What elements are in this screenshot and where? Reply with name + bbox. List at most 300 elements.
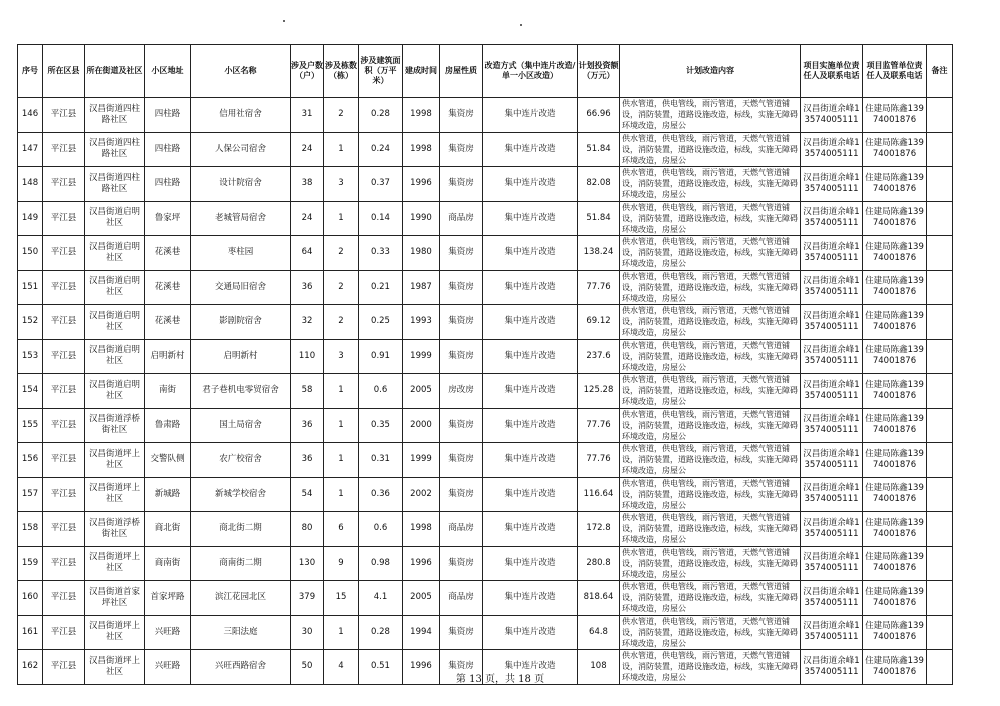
cell-plan: 供水管道，供电管线，雨污管道，天燃气管道铺设，消防装置，道路设施改造，标线，实施无障碍环境改造，房屋公 <box>620 650 801 685</box>
cell-nature: 集资房 <box>440 236 483 271</box>
cell-remark <box>927 270 953 305</box>
cell-area: 0.36 <box>359 477 403 512</box>
cell-plan: 供水管道，供电管线，雨污管道，天燃气管道铺设，消防装置，道路设施改造，标线，实施无障碍环境改造，房屋公 <box>620 546 801 581</box>
cell-nature: 房改房 <box>440 374 483 409</box>
cell-community: 汉昌街道坪上社区 <box>85 477 145 512</box>
cell-implementer: 汉昌街道余峰13574005111 <box>801 374 863 409</box>
cell-address: 交警队侧 <box>145 443 191 478</box>
cell-area: 0.28 <box>359 98 403 133</box>
header-method: 改造方式（集中连片改造/单一小区改造） <box>483 45 578 98</box>
header-year: 建成时间 <box>403 45 440 98</box>
cell-method: 集中连片改造 <box>483 615 578 650</box>
cell-plan: 供水管道，供电管线，雨污管道，天燃气管道铺设，消防装置，道路设施改造，标线，实施无障碍环境改造，房屋公 <box>620 512 801 547</box>
cell-buildings: 1 <box>324 443 359 478</box>
table-row <box>18 236 953 271</box>
cell-buildings: 2 <box>324 305 359 340</box>
cell-community: 汉昌街道启明社区 <box>85 374 145 409</box>
cell-implementer: 汉昌街道余峰13574005111 <box>801 546 863 581</box>
header-buildings: 涉及栋数（栋） <box>324 45 359 98</box>
cell-area: 0.14 <box>359 201 403 236</box>
cell-year: 1996 <box>403 167 440 202</box>
cell-buildings: 6 <box>324 512 359 547</box>
cell-no: 157 <box>18 477 43 512</box>
cell-address: 花溪巷 <box>145 236 191 271</box>
cell-name: 商南街二期 <box>191 546 291 581</box>
page-footer: 第 13 页，共 18 页 <box>455 674 545 685</box>
cell-area: 0.98 <box>359 546 403 581</box>
cell-name: 启明新村 <box>191 339 291 374</box>
cell-remark <box>927 339 953 374</box>
cell-implementer: 汉昌街道余峰13574005111 <box>801 201 863 236</box>
cell-buildings: 3 <box>324 339 359 374</box>
cell-community: 汉昌街道坪上社区 <box>85 546 145 581</box>
cell-community: 汉昌街道首家坪社区 <box>85 581 145 616</box>
cell-buildings: 2 <box>324 270 359 305</box>
cell-implementer: 汉昌街道余峰13574005111 <box>801 132 863 167</box>
cell-investment: 125.28 <box>578 374 620 409</box>
cell-method: 集中连片改造 <box>483 270 578 305</box>
cell-name: 国土局宿舍 <box>191 408 291 443</box>
cell-community: 汉昌街道四柱路社区 <box>85 98 145 133</box>
cell-investment: 237.6 <box>578 339 620 374</box>
cell-county: 平江县 <box>43 201 85 236</box>
cell-investment: 116.64 <box>578 477 620 512</box>
cell-name: 老城管局宿舍 <box>191 201 291 236</box>
cell-supervisor: 住建局陈鑫13974001876 <box>863 581 927 616</box>
cell-year: 1996 <box>403 546 440 581</box>
renovation-plan-table <box>17 44 953 685</box>
cell-plan: 供水管道，供电管线，雨污管道，天燃气管道铺设，消防装置，道路设施改造，标线，实施无障碍环境改造，房屋公 <box>620 270 801 305</box>
cell-supervisor: 住建局陈鑫13974001876 <box>863 270 927 305</box>
cell-name: 三阳法庭 <box>191 615 291 650</box>
table-row <box>18 477 953 512</box>
cell-supervisor: 住建局陈鑫13974001876 <box>863 615 927 650</box>
cell-area: 0.33 <box>359 236 403 271</box>
cell-community: 汉昌街道四柱路社区 <box>85 132 145 167</box>
cell-address: 四柱路 <box>145 167 191 202</box>
table-row <box>18 98 953 133</box>
cell-area: 0.25 <box>359 305 403 340</box>
cell-method: 集中连片改造 <box>483 132 578 167</box>
cell-households: 58 <box>291 374 324 409</box>
cell-year: 2002 <box>403 477 440 512</box>
cell-area: 0.21 <box>359 270 403 305</box>
cell-name: 信用社宿舍 <box>191 98 291 133</box>
cell-no: 159 <box>18 546 43 581</box>
cell-nature: 集资房 <box>440 167 483 202</box>
header-households: 涉及户数（户） <box>291 45 324 98</box>
cell-name: 影剧院宿舍 <box>191 305 291 340</box>
cell-implementer: 汉昌街道余峰13574005111 <box>801 581 863 616</box>
cell-remark <box>927 132 953 167</box>
cell-investment: 77.76 <box>578 443 620 478</box>
cell-remark <box>927 374 953 409</box>
cell-supervisor: 住建局陈鑫13974001876 <box>863 132 927 167</box>
cell-nature: 商品房 <box>440 512 483 547</box>
table-row <box>18 132 953 167</box>
cell-implementer: 汉昌街道余峰13574005111 <box>801 477 863 512</box>
header-remark: 备注 <box>927 45 953 98</box>
cell-investment: 51.84 <box>578 132 620 167</box>
cell-year: 1996 <box>403 650 440 685</box>
cell-community: 汉昌街道启明社区 <box>85 270 145 305</box>
cell-county: 平江县 <box>43 236 85 271</box>
table-row <box>18 167 953 202</box>
cell-plan: 供水管道，供电管线，雨污管道，天燃气管道铺设，消防装置，道路设施改造，标线，实施无障碍环境改造，房屋公 <box>620 132 801 167</box>
cell-area: 0.6 <box>359 374 403 409</box>
cell-method: 集中连片改造 <box>483 477 578 512</box>
cell-year: 2000 <box>403 408 440 443</box>
cell-area: 0.6 <box>359 512 403 547</box>
table-row <box>18 512 953 547</box>
cell-plan: 供水管道，供电管线，雨污管道，天燃气管道铺设，消防装置，道路设施改造，标线，实施无障碍环境改造，房屋公 <box>620 201 801 236</box>
cell-name: 枣柱园 <box>191 236 291 271</box>
table-row <box>18 581 953 616</box>
cell-county: 平江县 <box>43 615 85 650</box>
cell-remark <box>927 615 953 650</box>
cell-households: 24 <box>291 132 324 167</box>
cell-households: 24 <box>291 201 324 236</box>
cell-year: 1993 <box>403 305 440 340</box>
table-row <box>18 615 953 650</box>
cell-area: 0.35 <box>359 408 403 443</box>
cell-no: 156 <box>18 443 43 478</box>
header-address: 小区地址 <box>145 45 191 98</box>
cell-nature: 集资房 <box>440 339 483 374</box>
cell-supervisor: 住建局陈鑫13974001876 <box>863 546 927 581</box>
cell-no: 151 <box>18 270 43 305</box>
cell-area: 0.37 <box>359 167 403 202</box>
cell-supervisor: 住建局陈鑫13974001876 <box>863 167 927 202</box>
cell-name: 人保公司宿舍 <box>191 132 291 167</box>
cell-investment: 51.84 <box>578 201 620 236</box>
cell-no: 146 <box>18 98 43 133</box>
cell-method: 集中连片改造 <box>483 546 578 581</box>
cell-name: 农广校宿舍 <box>191 443 291 478</box>
cell-area: 4.1 <box>359 581 403 616</box>
cell-community: 汉昌街道启明社区 <box>85 305 145 340</box>
header-area: 涉及建筑面积（万平米） <box>359 45 403 98</box>
cell-supervisor: 住建局陈鑫13974001876 <box>863 339 927 374</box>
cell-investment: 69.12 <box>578 305 620 340</box>
cell-address: 兴旺路 <box>145 650 191 685</box>
header-community: 所在街道及社区 <box>85 45 145 98</box>
cell-investment: 138.24 <box>578 236 620 271</box>
cell-nature: 集资房 <box>440 132 483 167</box>
cell-supervisor: 住建局陈鑫13974001876 <box>863 98 927 133</box>
cell-plan: 供水管道，供电管线，雨污管道，天燃气管道铺设，消防装置，道路设施改造，标线，实施无障碍环境改造，房屋公 <box>620 581 801 616</box>
cell-address: 四柱路 <box>145 98 191 133</box>
cell-buildings: 2 <box>324 98 359 133</box>
table-row <box>18 201 953 236</box>
cell-supervisor: 住建局陈鑫13974001876 <box>863 374 927 409</box>
cell-plan: 供水管道，供电管线，雨污管道，天燃气管道铺设，消防装置，道路设施改造，标线，实施无障碍环境改造，房屋公 <box>620 339 801 374</box>
cell-address: 新城路 <box>145 477 191 512</box>
cell-implementer: 汉昌街道余峰13574005111 <box>801 98 863 133</box>
cell-households: 31 <box>291 98 324 133</box>
cell-households: 30 <box>291 615 324 650</box>
cell-method: 集中连片改造 <box>483 98 578 133</box>
cell-remark <box>927 512 953 547</box>
cell-address: 四柱路 <box>145 132 191 167</box>
cell-households: 50 <box>291 650 324 685</box>
cell-remark <box>927 408 953 443</box>
cell-buildings: 1 <box>324 132 359 167</box>
cell-investment: 77.76 <box>578 270 620 305</box>
cell-year: 1980 <box>403 236 440 271</box>
cell-area: 0.28 <box>359 615 403 650</box>
cell-investment: 82.08 <box>578 167 620 202</box>
cell-address: 南街 <box>145 374 191 409</box>
cell-no: 154 <box>18 374 43 409</box>
cell-name: 兴旺西路宿舍 <box>191 650 291 685</box>
cell-households: 54 <box>291 477 324 512</box>
cell-name: 新城学校宿舍 <box>191 477 291 512</box>
cell-community: 汉昌街道启明社区 <box>85 236 145 271</box>
cell-implementer: 汉昌街道余峰13574005111 <box>801 408 863 443</box>
header-no: 序号 <box>18 45 43 98</box>
cell-year: 1987 <box>403 270 440 305</box>
cell-supervisor: 住建局陈鑫13974001876 <box>863 443 927 478</box>
cell-remark <box>927 236 953 271</box>
cell-name: 交通局旧宿舍 <box>191 270 291 305</box>
cell-remark <box>927 305 953 340</box>
cell-investment: 64.8 <box>578 615 620 650</box>
cell-year: 2005 <box>403 374 440 409</box>
cell-supervisor: 住建局陈鑫13974001876 <box>863 477 927 512</box>
cell-remark <box>927 581 953 616</box>
cell-nature: 集资房 <box>440 650 483 685</box>
cell-buildings: 9 <box>324 546 359 581</box>
cell-county: 平江县 <box>43 270 85 305</box>
cell-implementer: 汉昌街道余峰13574005111 <box>801 443 863 478</box>
cell-county: 平江县 <box>43 581 85 616</box>
cell-buildings: 2 <box>324 236 359 271</box>
cell-year: 1998 <box>403 98 440 133</box>
cell-method: 集中连片改造 <box>483 167 578 202</box>
table-row <box>18 270 953 305</box>
cell-remark <box>927 443 953 478</box>
cell-implementer: 汉昌街道余峰13574005111 <box>801 339 863 374</box>
cell-year: 1998 <box>403 132 440 167</box>
table-row <box>18 305 953 340</box>
cell-community: 汉昌街道启明社区 <box>85 339 145 374</box>
cell-community: 汉昌街道坪上社区 <box>85 443 145 478</box>
cell-plan: 供水管道，供电管线，雨污管道，天燃气管道铺设，消防装置，道路设施改造，标线，实施无障碍环境改造，房屋公 <box>620 443 801 478</box>
cell-no: 160 <box>18 581 43 616</box>
cell-no: 149 <box>18 201 43 236</box>
cell-county: 平江县 <box>43 650 85 685</box>
cell-remark <box>927 477 953 512</box>
cell-area: 0.91 <box>359 339 403 374</box>
cell-supervisor: 住建局陈鑫13974001876 <box>863 201 927 236</box>
table-row <box>18 408 953 443</box>
table-page <box>17 44 953 685</box>
cell-address: 启明新村 <box>145 339 191 374</box>
cell-households: 110 <box>291 339 324 374</box>
cell-plan: 供水管道，供电管线，雨污管道，天燃气管道铺设，消防装置，道路设施改造，标线，实施无障碍环境改造，房屋公 <box>620 374 801 409</box>
cell-remark <box>927 167 953 202</box>
cell-county: 平江县 <box>43 512 85 547</box>
cell-plan: 供水管道，供电管线，雨污管道，天燃气管道铺设，消防装置，道路设施改造，标线，实施无障碍环境改造，房屋公 <box>620 615 801 650</box>
cell-address: 兴旺路 <box>145 615 191 650</box>
cell-households: 80 <box>291 512 324 547</box>
cell-year: 1999 <box>403 339 440 374</box>
cell-households: 379 <box>291 581 324 616</box>
cell-buildings: 1 <box>324 477 359 512</box>
cell-investment: 172.8 <box>578 512 620 547</box>
cell-implementer: 汉昌街道余峰13574005111 <box>801 615 863 650</box>
cell-method: 集中连片改造 <box>483 650 578 685</box>
cell-implementer: 汉昌街道余峰13574005111 <box>801 305 863 340</box>
cell-buildings: 3 <box>324 167 359 202</box>
cell-no: 152 <box>18 305 43 340</box>
cell-method: 集中连片改造 <box>483 443 578 478</box>
cell-implementer: 汉昌街道余峰13574005111 <box>801 236 863 271</box>
cell-households: 36 <box>291 270 324 305</box>
cell-supervisor: 住建局陈鑫13974001876 <box>863 512 927 547</box>
cell-community: 汉昌街道坪上社区 <box>85 615 145 650</box>
cell-plan: 供水管道，供电管线，雨污管道，天燃气管道铺设，消防装置，道路设施改造，标线，实施无障碍环境改造，房屋公 <box>620 477 801 512</box>
cell-county: 平江县 <box>43 443 85 478</box>
cell-nature: 集资房 <box>440 270 483 305</box>
cell-method: 集中连片改造 <box>483 201 578 236</box>
cell-county: 平江县 <box>43 374 85 409</box>
cell-method: 集中连片改造 <box>483 339 578 374</box>
cell-method: 集中连片改造 <box>483 236 578 271</box>
cell-plan: 供水管道，供电管线，雨污管道，天燃气管道铺设，消防装置，道路设施改造，标线，实施无障碍环境改造，房屋公 <box>620 98 801 133</box>
cell-supervisor: 住建局陈鑫13974001876 <box>863 305 927 340</box>
cell-no: 147 <box>18 132 43 167</box>
cell-nature: 集资房 <box>440 408 483 443</box>
cell-address: 商南街 <box>145 546 191 581</box>
header-supervisor: 项目监管单位责任人及联系电话 <box>863 45 927 98</box>
cell-method: 集中连片改造 <box>483 374 578 409</box>
table-row <box>18 339 953 374</box>
cell-area: 0.51 <box>359 650 403 685</box>
cell-remark <box>927 546 953 581</box>
table-row <box>18 546 953 581</box>
cell-nature: 集资房 <box>440 546 483 581</box>
cell-implementer: 汉昌街道余峰13574005111 <box>801 270 863 305</box>
cell-community: 汉昌街道浮桥街社区 <box>85 512 145 547</box>
cell-nature: 商品房 <box>440 201 483 236</box>
cell-buildings: 1 <box>324 374 359 409</box>
header-county: 所在区县 <box>43 45 85 98</box>
cell-implementer: 汉昌街道余峰13574005111 <box>801 512 863 547</box>
cell-community: 汉昌街道启明社区 <box>85 201 145 236</box>
cell-households: 64 <box>291 236 324 271</box>
cell-supervisor: 住建局陈鑫13974001876 <box>863 650 927 685</box>
cell-supervisor: 住建局陈鑫13974001876 <box>863 408 927 443</box>
header-nature: 房屋性质 <box>440 45 483 98</box>
cell-county: 平江县 <box>43 477 85 512</box>
cell-address: 鲁肃路 <box>145 408 191 443</box>
table-row <box>18 374 953 409</box>
cell-address: 首家坪路 <box>145 581 191 616</box>
cell-buildings: 15 <box>324 581 359 616</box>
header-investment: 计划投资额（万元） <box>578 45 620 98</box>
header-plan: 计划改造内容 <box>620 45 801 98</box>
cell-county: 平江县 <box>43 98 85 133</box>
cell-nature: 商品房 <box>440 581 483 616</box>
cell-households: 36 <box>291 443 324 478</box>
cell-year: 1999 <box>403 443 440 478</box>
cell-implementer: 汉昌街道余峰13574005111 <box>801 650 863 685</box>
cell-investment: 280.8 <box>578 546 620 581</box>
cell-implementer: 汉昌街道余峰13574005111 <box>801 167 863 202</box>
cell-no: 150 <box>18 236 43 271</box>
header-row <box>18 45 953 98</box>
cell-method: 集中连片改造 <box>483 581 578 616</box>
cell-plan: 供水管道，供电管线，雨污管道，天燃气管道铺设，消防装置，道路设施改造，标线，实施无障碍环境改造，房屋公 <box>620 408 801 443</box>
cell-buildings: 4 <box>324 650 359 685</box>
cell-area: 0.31 <box>359 443 403 478</box>
cell-county: 平江县 <box>43 132 85 167</box>
cell-area: 0.24 <box>359 132 403 167</box>
cell-investment: 818.64 <box>578 581 620 616</box>
cell-community: 汉昌街道四柱路社区 <box>85 167 145 202</box>
cell-no: 155 <box>18 408 43 443</box>
cell-county: 平江县 <box>43 305 85 340</box>
cell-nature: 集资房 <box>440 98 483 133</box>
cell-county: 平江县 <box>43 339 85 374</box>
cell-households: 32 <box>291 305 324 340</box>
cell-address: 花溪巷 <box>145 305 191 340</box>
cell-year: 1994 <box>403 615 440 650</box>
cell-method: 集中连片改造 <box>483 305 578 340</box>
cell-investment: 66.96 <box>578 98 620 133</box>
cell-name: 滨江花园北区 <box>191 581 291 616</box>
cell-plan: 供水管道，供电管线，雨污管道，天燃气管道铺设，消防装置，道路设施改造，标线，实施无障碍环境改造，房屋公 <box>620 167 801 202</box>
cell-remark <box>927 201 953 236</box>
cell-name: 设计院宿舍 <box>191 167 291 202</box>
cell-no: 162 <box>18 650 43 685</box>
cell-buildings: 1 <box>324 201 359 236</box>
cell-buildings: 1 <box>324 615 359 650</box>
table-body <box>18 98 953 685</box>
cell-investment: 77.76 <box>578 408 620 443</box>
cell-households: 130 <box>291 546 324 581</box>
header-implementer: 项目实施单位责任人及联系电话 <box>801 45 863 98</box>
cell-plan: 供水管道，供电管线，雨污管道，天燃气管道铺设，消防装置，道路设施改造，标线，实施无障碍环境改造，房屋公 <box>620 305 801 340</box>
cell-nature: 集资房 <box>440 305 483 340</box>
cell-address: 花溪巷 <box>145 270 191 305</box>
scan-speck <box>283 20 285 22</box>
cell-address: 商北街 <box>145 512 191 547</box>
cell-year: 1990 <box>403 201 440 236</box>
cell-address: 鲁家坪 <box>145 201 191 236</box>
cell-community: 汉昌街道浮桥街社区 <box>85 408 145 443</box>
cell-county: 平江县 <box>43 408 85 443</box>
cell-no: 153 <box>18 339 43 374</box>
cell-remark <box>927 98 953 133</box>
cell-nature: 集资房 <box>440 443 483 478</box>
cell-method: 集中连片改造 <box>483 408 578 443</box>
cell-no: 161 <box>18 615 43 650</box>
cell-no: 148 <box>18 167 43 202</box>
cell-year: 2005 <box>403 581 440 616</box>
cell-name: 君子巷机电零贸宿舍 <box>191 374 291 409</box>
cell-nature: 集资房 <box>440 477 483 512</box>
cell-supervisor: 住建局陈鑫13974001876 <box>863 236 927 271</box>
cell-name: 商北街二期 <box>191 512 291 547</box>
cell-county: 平江县 <box>43 167 85 202</box>
cell-method: 集中连片改造 <box>483 512 578 547</box>
cell-year: 1998 <box>403 512 440 547</box>
cell-investment: 108 <box>578 650 620 685</box>
cell-plan: 供水管道，供电管线，雨污管道，天燃气管道铺设，消防装置，道路设施改造，标线，实施无障碍环境改造，房屋公 <box>620 236 801 271</box>
